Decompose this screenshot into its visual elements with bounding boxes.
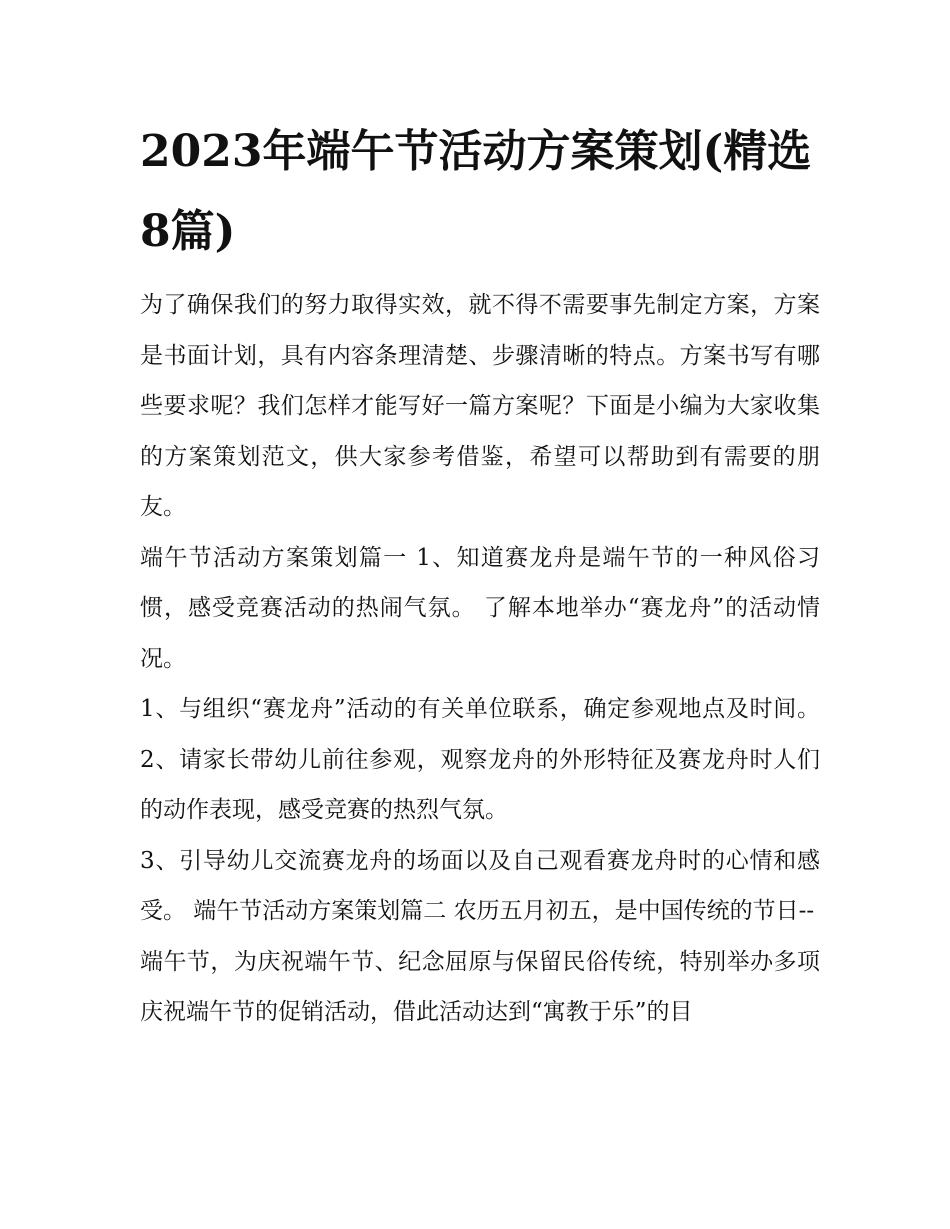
paragraph-intro: 为了确保我们的努力取得实效，就不得不需要事先制定方案，方案是书面计划，具有内容条理清楚、步骤清晰的特点。方案书写有哪些要求呢？我们怎样才能写好一篇方案呢？下面是小编为大家收集的方案策划范文，供大家参考借鉴，希望可以帮助到有需要的朋友。 bbox=[140, 292, 820, 520]
paragraph-plan-two: 端午节，为庆祝端午节、纪念屈原与保留民俗传统，特别举办多项庆祝端午节的促销活动，借此活动达到“寓教于乐”的目 bbox=[140, 948, 820, 1025]
document-page bbox=[140, 112, 820, 1038]
paragraph-plan-one: 端午节活动方案策划篇一 1、知道赛龙舟是端午节的一种风俗习惯，感受竞赛活动的热闹气氛。 了解本地举办“赛龙舟”的活动情况。 bbox=[140, 544, 820, 672]
document-body bbox=[140, 280, 820, 1038]
document-title: 2023年端午节活动方案策划(精选8篇) bbox=[140, 126, 812, 257]
paragraph-plan-one-step-1-2: 1、与组织“赛龙舟”活动的有关单位联系，确定参观地点及时间。 2、请家长带幼儿前往参观，观察龙舟的外形特征及赛龙舟时人们的动作表现，感受竞赛的热烈气氛。 bbox=[140, 696, 820, 823]
paragraph-plan-one-step-3: 3、引导幼儿交流赛龙舟的场面以及自己观看赛龙舟时的心情和感受。 端午节活动方案策划篇二 农历五月初五，是中国传统的节日-- bbox=[140, 847, 820, 924]
